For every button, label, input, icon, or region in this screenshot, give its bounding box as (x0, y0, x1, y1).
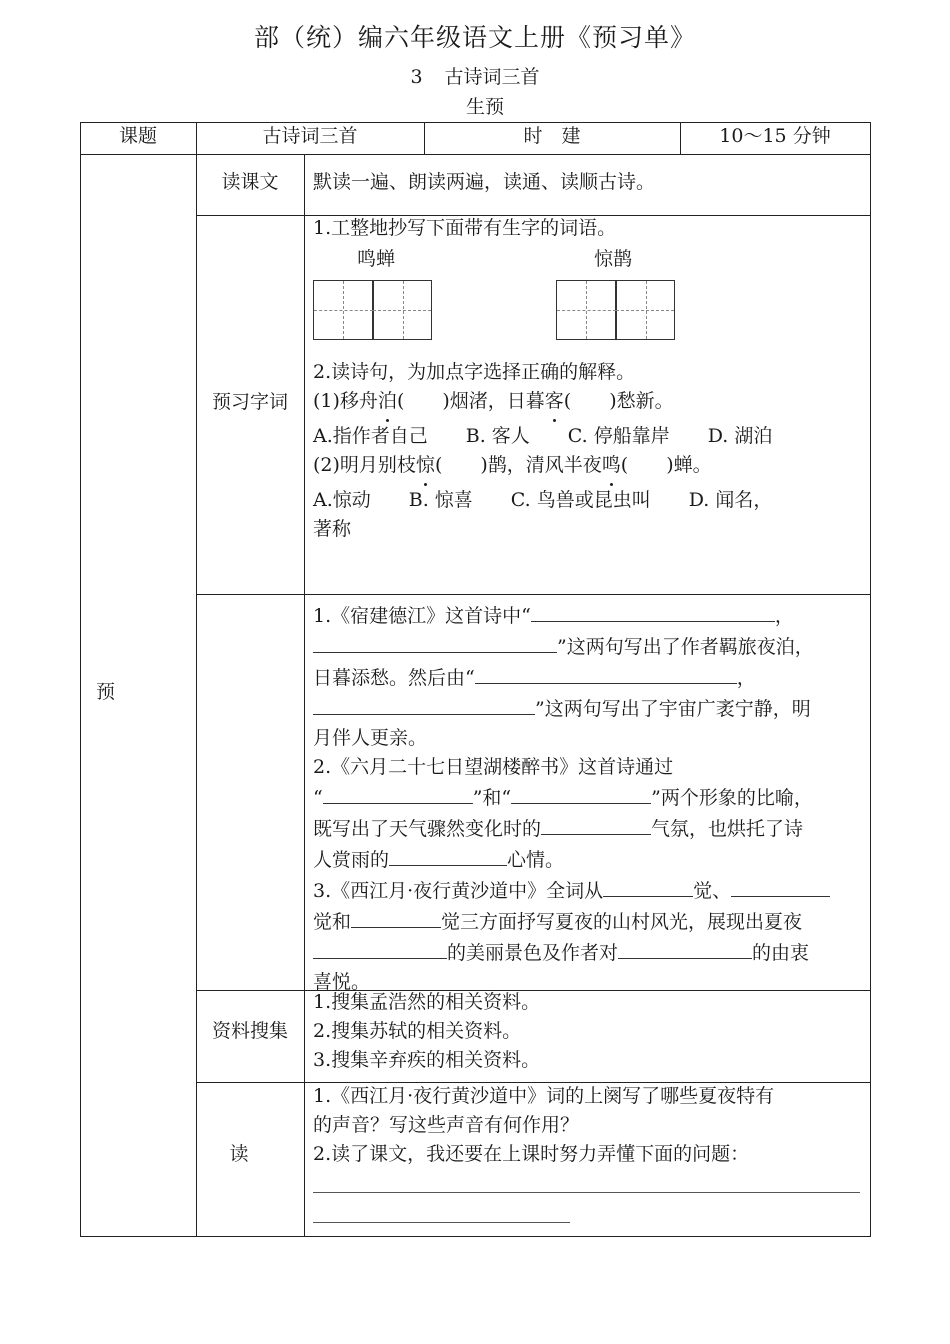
answer-line-2[interactable] (313, 1222, 570, 1223)
question-1a: 1.《西江月·夜行黄沙道中》词的上阕写了哪些夏夜特有 (313, 1085, 775, 1107)
list-item: 3.搜集辛弃疾的相关资料。 (313, 1049, 541, 1071)
writing-grid-1[interactable] (313, 280, 432, 340)
blank-input[interactable] (531, 600, 775, 622)
blank-input[interactable] (389, 844, 507, 866)
vocab-word-1: 鸣蝉 (357, 248, 396, 270)
lesson-heading (0, 62, 950, 89)
vocab-options-2-cont: 著称 (313, 518, 352, 540)
question-1b: 的声音？写这些声音有何作用？ (313, 1114, 580, 1136)
blank-input[interactable] (511, 782, 651, 804)
header-cell-duration: 10～15 分钟 (719, 125, 831, 147)
material-list (313, 988, 861, 1075)
vocab-sentence-1: (1)移舟泊( )烟渚，日暮客( )愁新。 (313, 387, 861, 416)
header-cell-topic: 课题 (118, 125, 157, 147)
blank-input[interactable] (731, 875, 830, 897)
vocab-options-1: A.指作者自己 B. 客人 C. 停船靠岸 D. 湖泊 (313, 425, 773, 447)
poem-block: 1.《宿建德江》这首诗中“ ， ”这两句写出了作者羁旅夜泊， 日暮添愁。然后由“ ， ”这两句写出了宇宙广袤宁静，明 月伴人更亲。 2.《六月二十七日望湖楼醉书》这首诗通过 “ ”和“ ”两个形象的比喻， 既写出了天气骤然变化时的 气氛，也烘托了诗 人赏雨的 心情。 3.《西江月·夜行黄沙道中》全词从 觉、 觉和 觉三方面抒写夏夜的山村风光，展现出夏夜 的美丽景色及作者对 的由衷 喜悦。 (313, 600, 861, 997)
list-item: 1.搜集孟浩然的相关资料。 (313, 991, 541, 1013)
sub-label: 生预 (465, 96, 504, 118)
row-label-material: 资料搜集 (211, 1020, 288, 1042)
list-item: 2.搜集苏轼的相关资料。 (313, 1020, 522, 1042)
lesson-number: 3 (410, 66, 423, 88)
read-text-content: 默读一遍、朗读两遍，读通、读顺古诗。 (313, 171, 656, 193)
blank-input[interactable] (323, 782, 473, 804)
writing-grid-2[interactable] (556, 280, 675, 340)
vocab-q2: 2.读诗句，为加点字选择正确的解释。 (313, 361, 636, 383)
blank-input[interactable] (618, 937, 752, 959)
blank-input[interactable] (313, 693, 535, 715)
blank-input[interactable] (313, 937, 447, 959)
vocab-options-2: A.惊动 B. 惊喜 C. 鸟兽或昆虫叫 D. 闻名， (313, 489, 773, 511)
vocab-q2-block (313, 358, 861, 544)
answer-line-1[interactable] (313, 1192, 860, 1193)
vocab-q1: 1.工整地抄写下面带有生字的词语。 (313, 217, 617, 239)
blank-input[interactable] (475, 662, 737, 684)
blank-input[interactable] (603, 875, 693, 897)
header-cell-lesson: 古诗词三首 (262, 125, 358, 147)
row-label-question: 读 (229, 1143, 249, 1165)
lesson-title: 古诗词三首 (444, 66, 540, 88)
blank-input[interactable] (351, 906, 441, 928)
page-title: 部（统）编六年级语文上册《预习单》 (253, 23, 696, 52)
blank-input[interactable] (313, 631, 557, 653)
left-label: 预 (96, 681, 116, 703)
vocab-sentence-2: (2)明月别枝惊( )鹊，清风半夜鸣( )蝉。 (313, 451, 861, 480)
vocab-word-2: 惊鹊 (594, 248, 633, 270)
blank-input[interactable] (541, 813, 651, 835)
question-block (313, 1082, 861, 1169)
row-label-vocab: 预习字词 (211, 391, 288, 413)
question-2: 2.读了课文，我还要在上课时努力弄懂下面的问题： (313, 1143, 750, 1165)
row-label-read-text: 读课文 (221, 171, 279, 193)
header-cell-time: 时 建 (523, 125, 581, 147)
